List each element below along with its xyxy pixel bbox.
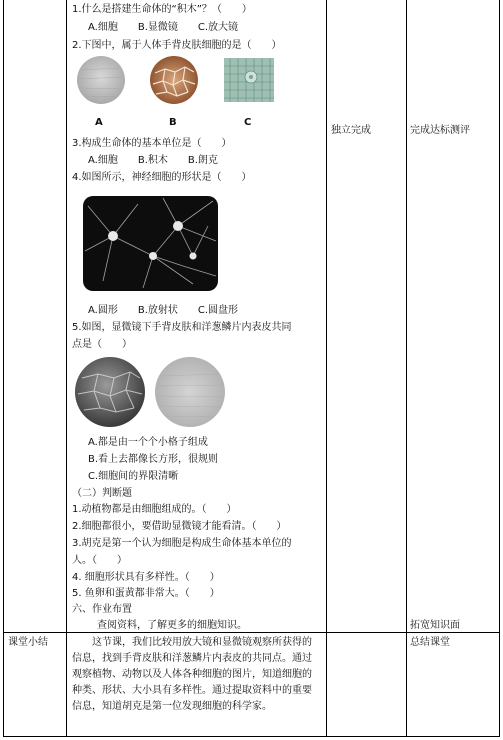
- judgement-2: 2.细胞都很小，要借助显微镜才能看清。（ ）: [72, 521, 287, 532]
- activity-independent: 独立完成: [331, 125, 371, 136]
- judgement-3-line-2: 人。（ ）: [72, 555, 127, 566]
- question-3: 3.构成生命体的基本单位是（ ）: [72, 138, 232, 149]
- homework-text: 查阅资料，了解更多的细胞知识。: [97, 620, 247, 631]
- purpose-assessment: 完成达标测评: [410, 125, 470, 136]
- question-3-options: A.细胞 B.积木 B.朗克: [88, 155, 218, 166]
- judgement-4: 4. 细胞形状具有多样性。（ ）: [72, 572, 220, 583]
- table-border-left: [3, 0, 4, 737]
- question-1: 1.什么是搭建生命体的“积木”？（ ）: [72, 4, 252, 15]
- image-option-b-skin-cells: [149, 55, 199, 105]
- section-true-false-heading: （二）判断题: [72, 488, 132, 499]
- judgement-3-line-1: 3.胡克是第一个认为细胞是构成生命体基本单位的: [72, 538, 292, 549]
- table-border-right: [499, 0, 500, 737]
- image-option-c-plant-cells: [224, 58, 274, 102]
- question-5-line-2: 点是（ ）: [72, 339, 132, 350]
- judgement-1: 1.动植物都是由细胞组成的。（ ）: [72, 504, 237, 515]
- question-5-option-b: B.看上去都像长方形，很规则: [88, 454, 219, 465]
- summary-paragraph: 这节课，我们比较用放大镜和显微镜观察所获得的信息，找到手背皮肤和洋葱鳞片内表皮的共同点。通过观察植物、动物以及人体各种细胞的图片，知道细胞的种类、形状、大小具有多样性。通过提取资料中的重要信息，知道胡克是第一位发现细胞的科学家。: [72, 637, 312, 712]
- question-5-option-c: C.细胞间的界限清晰: [88, 471, 179, 482]
- option-label-a: A: [95, 117, 103, 128]
- image-option-a-gray-cells: [76, 55, 126, 105]
- column-divider-1: [66, 0, 67, 737]
- question-1-options: A.细胞 B.显微镜 C.放大镜: [88, 22, 239, 33]
- question-2: 2.下图中，属于人体手背皮肤细胞的是（ ）: [72, 40, 282, 51]
- question-4-options: A.圆形 B.放射状 C.圆盘形: [88, 305, 239, 316]
- neuron-image: [83, 196, 218, 291]
- onion-cells-micrograph: [154, 356, 226, 428]
- question-5-line-1: 5.如图，显微镜下手背皮肤和洋葱鳞片内表皮共同: [72, 322, 292, 333]
- judgement-5: 5. 鱼卵和蛋黄都非常大。（ ）: [72, 588, 220, 599]
- question-5-option-a: A.都是由一个个小格子组成: [88, 437, 208, 448]
- purpose-expand-knowledge: 拓宽知识面: [410, 620, 460, 631]
- purpose-conclude: 总结课堂: [410, 637, 450, 648]
- row-divider: [3, 632, 500, 633]
- column-divider-2: [326, 0, 327, 737]
- table-border-bottom: [3, 736, 500, 737]
- homework-heading: 六、作业布置: [72, 604, 132, 615]
- column-divider-3: [406, 0, 407, 737]
- skin-cells-micrograph: [74, 356, 146, 428]
- question-4: 4.如图所示，神经细胞的形状是（ ）: [72, 172, 252, 183]
- option-label-b: B: [169, 117, 177, 128]
- stage-summary-label: 课堂小结: [8, 637, 48, 648]
- option-label-c: C: [244, 117, 252, 128]
